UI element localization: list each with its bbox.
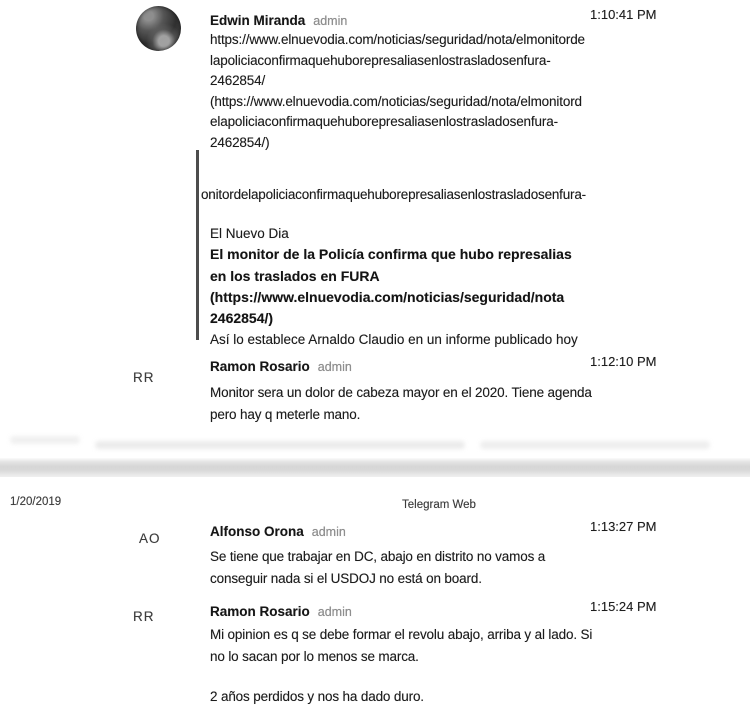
url-line: elapoliciaconfirmaquehuborepresaliasenlostrasladosenfura-: [210, 114, 558, 130]
page-break-divider: [0, 458, 750, 477]
url-line: 2462854/): [210, 134, 270, 150]
quote-source: El Nuevo Dia: [210, 226, 289, 241]
message-text: [210, 624, 592, 667]
quote-headline-line: en los traslados en FURA: [210, 267, 380, 284]
message-header: [210, 603, 352, 621]
message-line: pero hay q meterle mano.: [210, 406, 361, 422]
admin-badge: admin: [313, 14, 348, 28]
message-text-urls: [210, 30, 585, 154]
message-line: 2 años perdidos y nos ha dado duro.: [210, 689, 424, 704]
url-line: lapoliciaconfirmaquehuborepresaliasenlostrasladosenfura-: [210, 52, 551, 68]
quote-caption: Así lo establece Arnaldo Claudio en un informe publicado hoy: [210, 332, 578, 348]
message-text-second-paragraph: [210, 686, 424, 708]
message-line: Monitor sera un dolor de cabeza mayor en el 2020. Tiene agenda: [210, 385, 592, 400]
message-text: [210, 546, 545, 589]
quote-headline-line: El monitor de la Policía confirma que hubo represalias: [210, 246, 572, 263]
timestamp: 1:13:27 PM: [590, 519, 657, 534]
sender-name: Alfonso Orona: [210, 524, 304, 539]
message-line: conseguir nada si el USDOJ no está on board.: [210, 570, 482, 586]
avatar-initials: AO: [139, 531, 161, 546]
timestamp: 1:10:41 PM: [590, 7, 657, 22]
quote-clipped-url-line: onitordelapoliciaconfirmaquehuborepresaliasenlostrasladosenfura-: [201, 187, 586, 202]
quote-headline-line: (https://www.elnuevodia.com/noticias/seguridad/nota: [210, 288, 565, 305]
admin-badge: admin: [317, 360, 352, 374]
url-line: (https://www.elnuevodia.com/noticias/seguridad/nota/elmonitord: [210, 93, 582, 109]
url-line: https://www.elnuevodia.com/noticias/seguridad/nota/elmonitorde: [210, 32, 585, 47]
quote-headline-line: 2462854/): [210, 310, 274, 327]
quoted-article-preview: [210, 223, 578, 351]
print-header-date: 1/20/2019: [10, 496, 62, 508]
message-text: [210, 382, 592, 425]
quote-bar: [196, 150, 199, 340]
message-header: [210, 12, 347, 30]
admin-badge: admin: [311, 525, 346, 539]
timestamp: 1:12:10 PM: [590, 354, 657, 369]
avatar-photo-edwin-miranda: [136, 6, 181, 51]
print-header-title: Telegram Web: [402, 499, 476, 511]
scan-smudge: [10, 436, 80, 444]
message-header: [210, 523, 346, 541]
message-header: [210, 358, 352, 376]
timestamp: 1:15:24 PM: [590, 599, 657, 614]
avatar-initials: RR: [133, 609, 155, 624]
scan-smudge: [95, 441, 465, 449]
scan-smudge: [480, 441, 710, 449]
sender-name: Ramon Rosario: [210, 359, 310, 374]
message-line: Mi opinion es q se debe formar el revolu abajo, arriba y al lado. Si: [210, 627, 593, 642]
message-line: no lo sacan por lo menos se marca.: [210, 648, 419, 664]
sender-name: Ramon Rosario: [210, 604, 310, 619]
avatar-initials: RR: [133, 370, 155, 385]
message-line: Se tiene que trabajar en DC, abajo en distrito no vamos a: [210, 549, 546, 564]
url-line: 2462854/: [210, 73, 266, 89]
admin-badge: admin: [317, 605, 352, 619]
sender-name: Edwin Miranda: [210, 13, 306, 28]
